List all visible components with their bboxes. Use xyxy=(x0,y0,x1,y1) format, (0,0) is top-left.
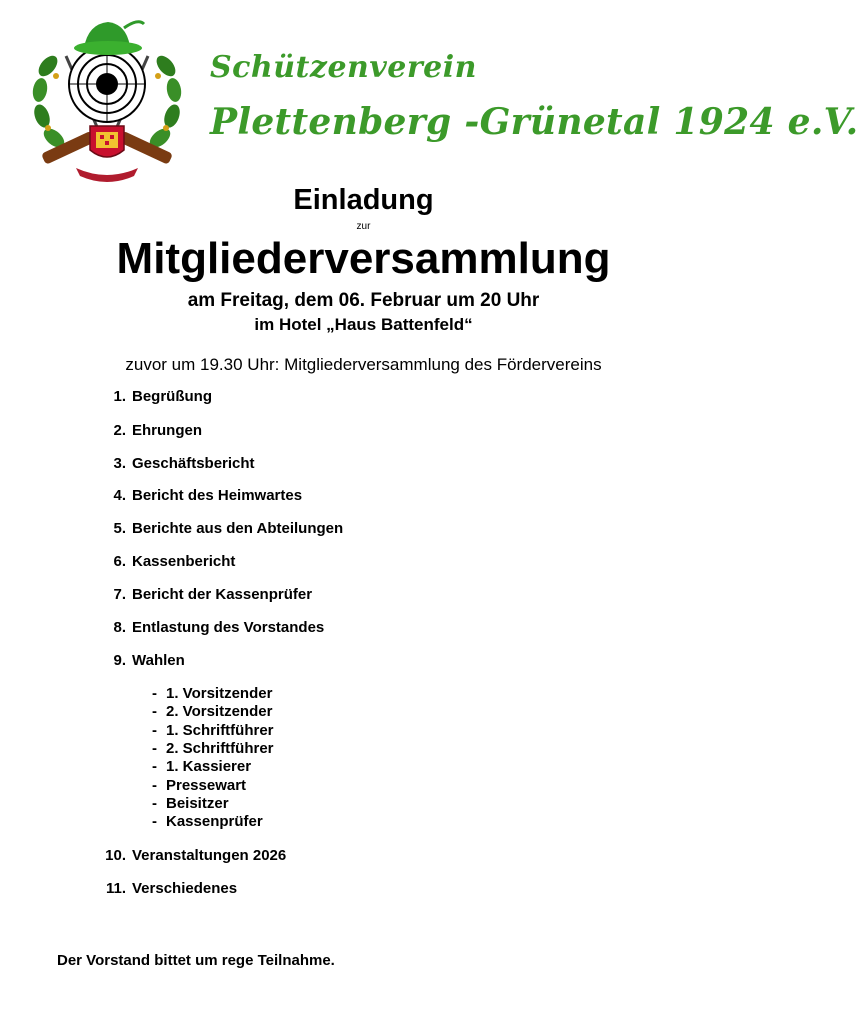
election-item: - 1. Vorsitzender xyxy=(152,685,273,702)
agenda-number: 3. xyxy=(113,455,126,472)
club-crest-logo xyxy=(26,18,188,184)
agenda-label: Berichte aus den Abteilungen xyxy=(132,520,344,537)
club-name-line2: Plettenberg -Grünetal 1924 e.V. xyxy=(210,101,858,143)
meeting-venue: im Hotel „Haus Battenfeld“ xyxy=(254,315,473,334)
invitation-connector: zur xyxy=(356,221,371,232)
agenda-item xyxy=(100,652,185,669)
election-label: 2. Vorsitzender xyxy=(166,703,273,720)
agenda-label: Ehrungen xyxy=(132,422,202,439)
election-item: - 2. Schriftführer xyxy=(152,740,274,757)
agenda-item xyxy=(100,388,212,405)
agenda-item xyxy=(100,847,286,864)
agenda-label: Wahlen xyxy=(132,652,185,669)
invitation-title: Einladung xyxy=(293,184,434,216)
agenda-label: Verschiedenes xyxy=(132,880,238,897)
agenda-item xyxy=(100,487,302,504)
election-label: 1. Vorsitzender xyxy=(166,685,273,702)
election-item: - Pressewart xyxy=(152,777,247,794)
agenda-item xyxy=(100,619,324,636)
agenda-label: Veranstaltungen 2026 xyxy=(132,847,287,864)
election-item: - Beisitzer xyxy=(152,795,229,812)
agenda-label: Kassenbericht xyxy=(132,553,236,570)
agenda-number: 11. xyxy=(105,880,126,897)
election-label: Pressewart xyxy=(166,777,247,794)
agenda-label: Bericht des Heimwartes xyxy=(132,487,303,504)
ribbon-icon xyxy=(76,168,138,182)
agenda-item xyxy=(100,553,235,570)
agenda-label: Entlastung des Vorstandes xyxy=(132,619,325,636)
agenda-label: Begrüßung xyxy=(132,388,212,405)
agenda-number: 2. xyxy=(113,422,126,439)
election-item: - 2. Vorsitzender xyxy=(152,703,273,720)
election-label: 1. Schriftführer xyxy=(166,722,274,739)
election-label: Beisitzer xyxy=(166,795,229,812)
election-item: - 1. Schriftführer xyxy=(152,722,274,739)
agenda-item xyxy=(100,520,343,537)
agenda-item xyxy=(100,422,202,439)
meeting-date: am Freitag, dem 06. Februar um 20 Uhr xyxy=(187,290,540,311)
hunter-hat-icon xyxy=(74,22,144,55)
agenda-item xyxy=(100,455,255,472)
meeting-title: Mitgliederversammlung xyxy=(116,234,611,283)
agenda-number: 4. xyxy=(113,487,126,504)
agenda-item xyxy=(100,880,237,897)
agenda-number: 9. xyxy=(113,652,126,669)
agenda-number: 1. xyxy=(113,388,126,405)
election-label: 2. Schriftführer xyxy=(166,740,274,757)
election-item: - 1. Kassierer xyxy=(152,758,252,775)
pre-meeting-note: zuvor um 19.30 Uhr: Mitgliederversammlung des Fördervereins xyxy=(125,355,602,374)
agenda-label: Geschäftsbericht xyxy=(132,455,255,472)
agenda-number: 7. xyxy=(113,586,126,603)
closing-note: Der Vorstand bittet um rege Teilnahme. xyxy=(57,952,335,969)
agenda-number: 5. xyxy=(113,520,126,537)
agenda-number: 10. xyxy=(105,847,126,864)
agenda-label: Bericht der Kassenprüfer xyxy=(132,586,313,603)
agenda-item xyxy=(100,586,312,603)
election-item: - Kassenprüfer xyxy=(152,813,263,830)
shield-crest-icon xyxy=(90,126,124,157)
election-label: Kassenprüfer xyxy=(166,813,263,830)
election-label: 1. Kassierer xyxy=(166,758,252,775)
target-icon xyxy=(69,46,145,122)
agenda-number: 6. xyxy=(113,553,126,570)
club-name-line1: Schützenverein xyxy=(210,50,477,85)
agenda-number: 8. xyxy=(113,619,126,636)
